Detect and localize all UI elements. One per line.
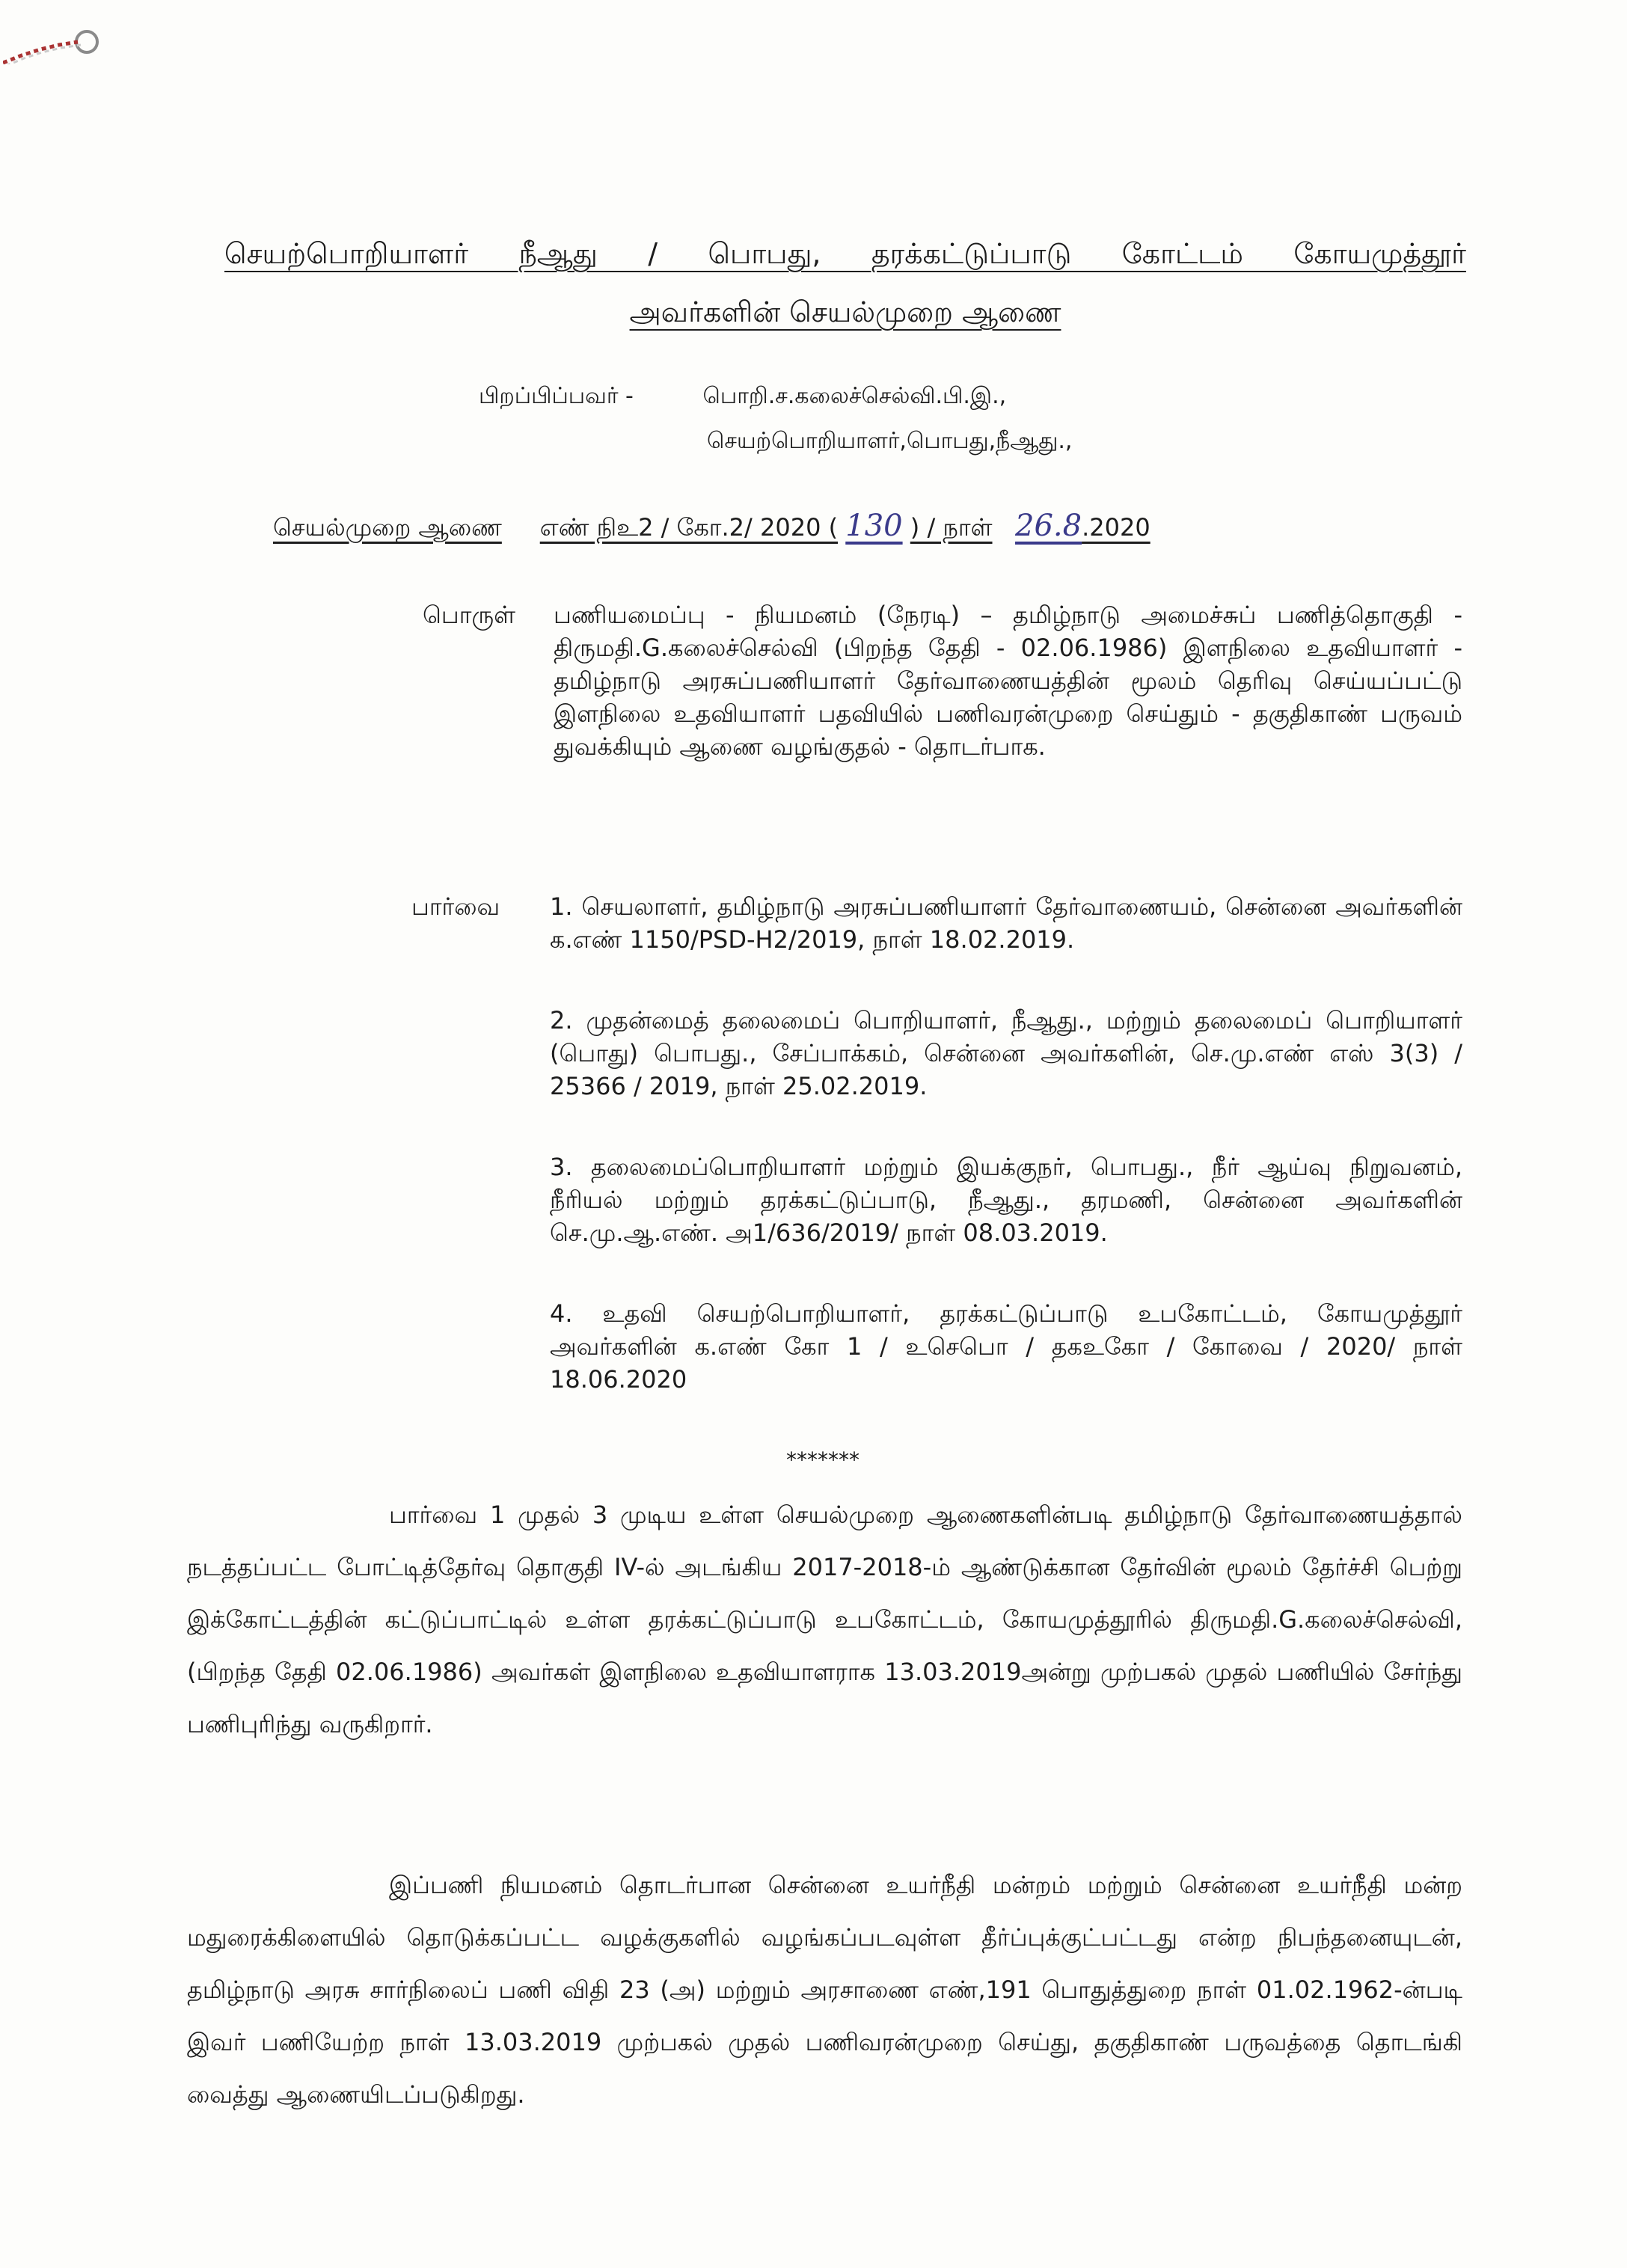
issuer-designation: செயற்பொறியாளர்,பொபது,நீஆது., [707,428,1073,454]
handwritten-order-date: 26.8 [1015,509,1082,543]
subject-label: பொருள் [423,601,515,629]
order-number-prefix: எண் நிஉ2 / கோ.2/ 2020 ( [539,513,839,542]
body-paragraph-1: பார்வை 1 முதல் 3 முடிய உள்ள செயல்முறை ஆணைகளின்படி தமிழ்நாடு தேர்வாணையத்தால் நடத்தப்பட்ட போட்டித்தேர்வு தொகுதி IV-ல் அடங்கிய 2017-2018-ம் ஆண்டுக்கான தேர்வின் மூலம் தேர்ச்சி பெற்று இக்கோட்டத்தின் கட்டுப்பாட்டில் உள்ள தரக்கட்டுப்பாடு உபகோட்டம், கோயமுத்தூரில் திருமதி.G.கலைச்செல்வி, (பிறந்த தேதி 02.06.1986) அவர்கள் இளநிலை உதவியாளராக 13.03.2019அன்று முற்பகல் முதல் பணியில் சேர்ந்து பணிபுரிந்து வருகிறார். [187,1501,1462,1738]
handwritten-order-number: 130 [845,509,903,543]
reference-item: 3. தலைமைப்பொறியாளர் மற்றும் இயக்குநர், பொபது., நீர் ஆய்வு நிறுவனம், நீரியல் மற்றும் தரக்கட்டுப்பாடு, நீஆது., தரமணி, சென்னை அவர்களின் செ.மு.ஆ.எண். அ1/636/2019/ நாள் 08.03.2019. [550,1153,1462,1247]
references-block [411,890,1462,1444]
title-line-1: செயற்பொறியாளர் நீஆது / பொபது, தரக்கட்டுப்பாடு கோட்டம் கோயமுத்தூர் [224,237,1466,270]
document-title [224,224,1466,341]
reference-item: 1. செயலாளர், தமிழ்நாடு அரசுப்பணியாளர் தேர்வாணையம், சென்னை அவர்களின் க.எண் 1150/PSD-H2/2019, நாள் 18.02.2019. [550,892,1462,954]
issuer-name: பொறி.ச.கலைச்செல்வி.பி.இ., [702,383,1007,409]
title-line-2: அவர்களின் செயல்முறை ஆணை [629,295,1061,328]
body-paragraph-2: இப்பணி நியமனம் தொடர்பான சென்னை உயர்நீதி மன்றம் மற்றும் சென்னை உயர்நீதி மன்ற மதுரைக்கிளையில் தொடுக்கப்பட்ட வழக்குகளில் வழங்கப்படவுள்ள தீர்ப்புக்குட்பட்டது என்ற நிபந்தனையுடன், தமிழ்நாடு அரசு சார்நிலைப் பணி விதி 23 (அ) மற்றும் அரசாணை எண்,191 பொதுத்துறை நாள் 01.02.1962-ன்படி இவர் பணியேற்ற நாள் 13.03.2019 முற்பகல் முதல் பணிவரன்முறை செய்து, தகுதிகாண் பருவத்தை தொடங்கி வைத்து ஆணையிடப்படுகிறது. [187,1871,1462,2109]
reference-item: 2. முதன்மைத் தலைமைப் பொறியாளர், நீஆது., மற்றும் தலைமைப் பொறியாளர் (பொது) பொபது., சேப்பாக்கம், சென்னை அவர்களின், செ.மு.எண் எஸ் 3(3) / 25366 / 2019, நாள் 25.02.2019. [550,1006,1462,1100]
section-separator: ******* [786,1447,860,1472]
reference-item: 4. உதவி செயற்பொறியாளர், தரக்கட்டுப்பாடு உபகோட்டம், கோயமுத்தூர் அவர்களின் க.எண் கோ 1 / உசெபொ / தகஉகோ / கோவை / 2020/ நாள் 18.06.2020 [550,1299,1462,1394]
subject-block [423,598,1462,763]
staple-mark [3,19,115,64]
order-label: செயல்முறை ஆணை [273,513,502,542]
order-reference-line [273,509,1388,545]
order-number-suffix: ) / நாள் [910,513,993,542]
order-year: .2020 [1082,513,1150,542]
issuer-label: பிறப்பிப்பவர் - [479,383,634,409]
references-label: பார்வை [411,892,500,921]
subject-text: பணியமைப்பு - நியமனம் (நேரடி) – தமிழ்நாடு அமைச்சுப் பணித்தொகுதி - திருமதி.G.கலைச்செல்வி (பிறந்த தேதி - 02.06.1986) இளநிலை உதவியாளர் - தமிழ்நாடு அரசுப்பணியாளர் தேர்வாணையத்தின் மூலம் தெரிவு செய்யப்பட்டு இளநிலை உதவியாளர் பதவியில் பணிவரன்முறை செய்தும் - தகுதிகாண் பருவம் துவக்கியும் ஆணை வழங்குதல் - தொடர்பாக. [554,601,1462,761]
issuer-block [479,374,1072,464]
